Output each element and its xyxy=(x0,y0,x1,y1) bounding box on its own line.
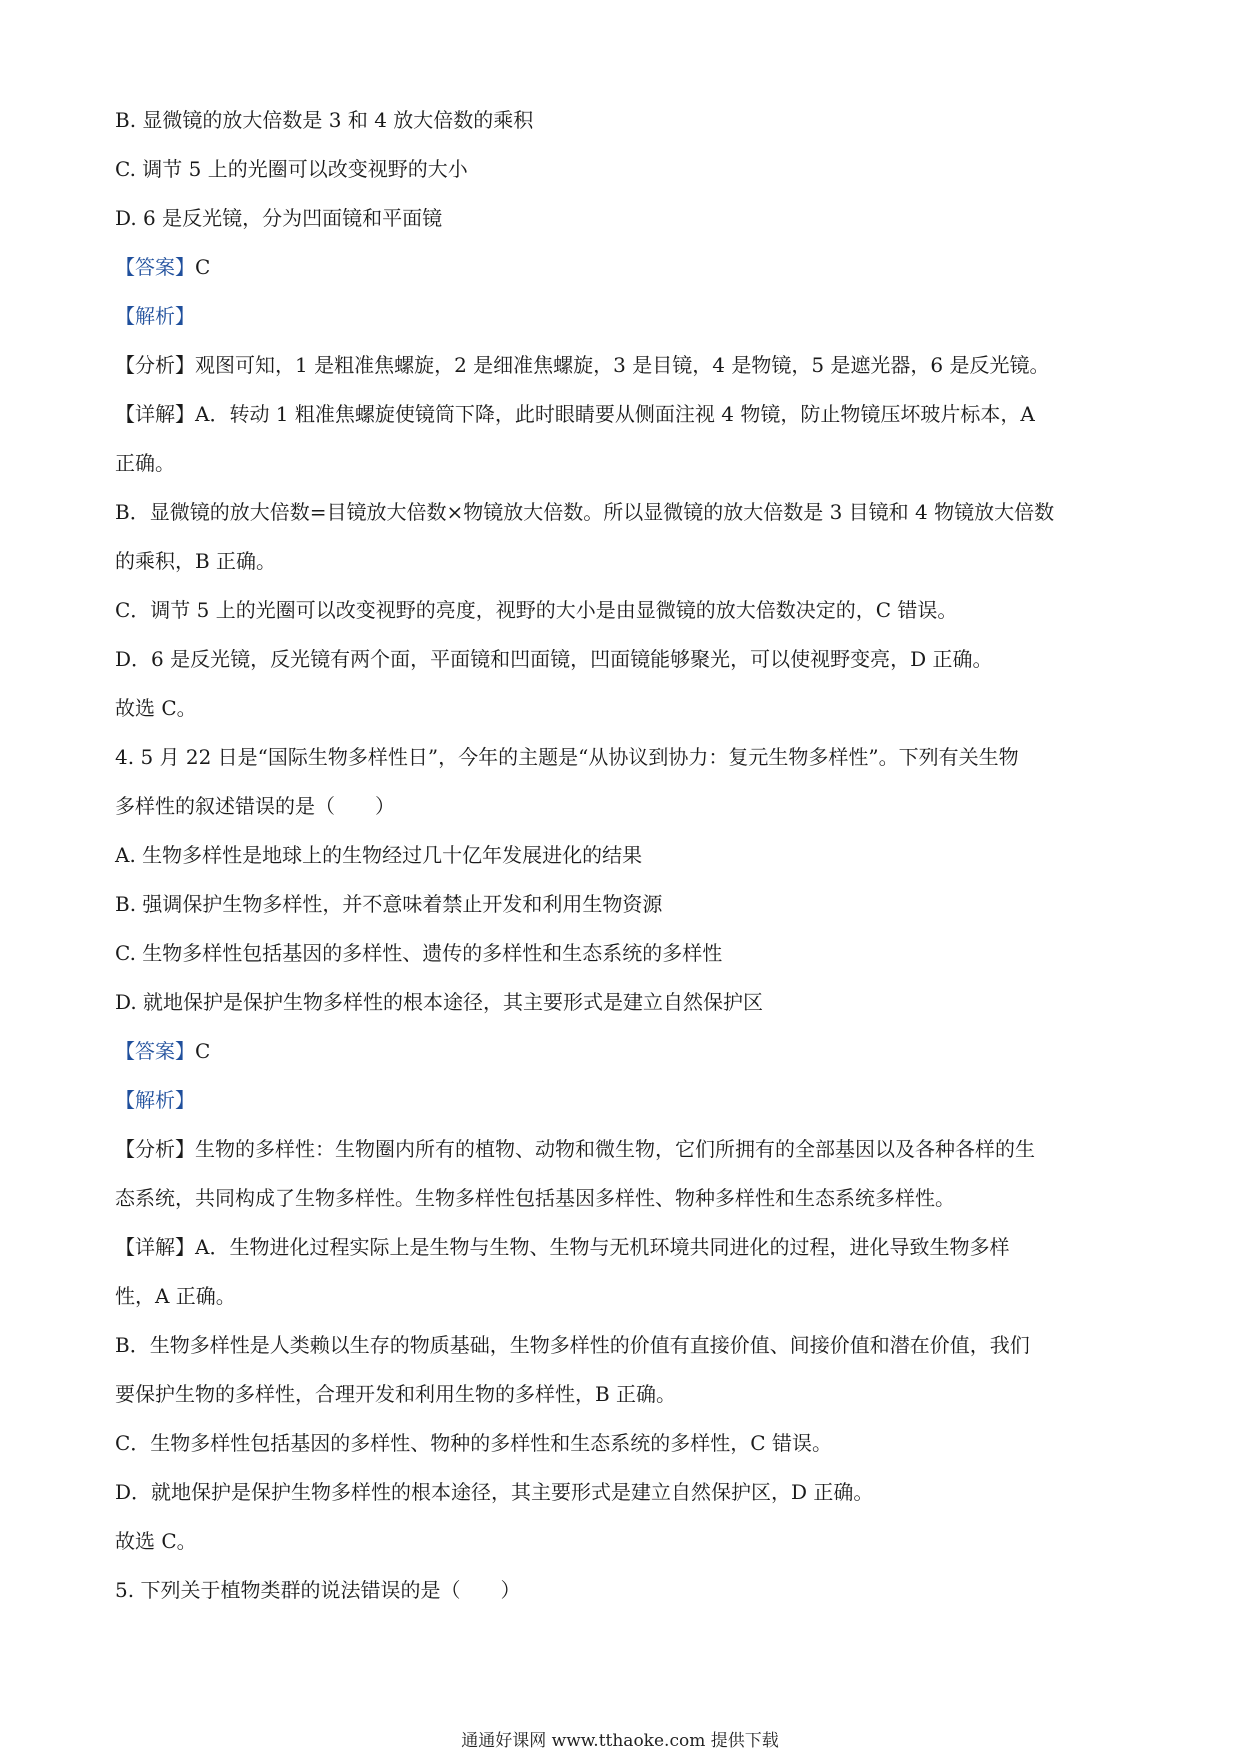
fenxi-text: 观图可知，1 是粗准焦螺旋，2 是细准焦螺旋，3 是目镜，4 是物镜，5 是遮光器，6 是反光镜。 xyxy=(195,353,1050,377)
fenxi-text: 生物的多样性：生物圈内所有的植物、动物和微生物，它们所拥有的全部基因以及各种各样的生 xyxy=(195,1137,1035,1161)
q4-xiangjie-a xyxy=(115,1223,1135,1272)
q4-option-d: D. 就地保护是保护生物多样性的根本途径，其主要形式是建立自然保护区 xyxy=(115,990,764,1014)
q3-xiangjie-b-cont: 的乘积，B 正确。 xyxy=(115,549,277,573)
xiangjie-tag: 【详解】 xyxy=(115,1235,195,1259)
q4-analysis-heading xyxy=(115,1076,1135,1125)
q4-answer xyxy=(115,1027,1135,1076)
q4-fenxi-cont: 态系统，共同构成了生物多样性。生物多样性包括基因多样性、物种多样性和生态系统多样性。 xyxy=(115,1186,955,1210)
q4-xiangjie-b: B．生物多样性是人类赖以生存的物质基础，生物多样性的价值有直接价值、间接价值和潜在价值，我们 xyxy=(115,1333,1030,1357)
q3-option-d: D. 6 是反光镜，分为凹面镜和平面镜 xyxy=(115,206,443,230)
q5-stem: 5. 下列关于植物类群的说法错误的是（ ） xyxy=(115,1578,521,1602)
answer-tag: 【答案】 xyxy=(115,1039,195,1063)
q3-xiangjie-a-cont: 正确。 xyxy=(115,451,175,475)
q4-xiangjie-a-cont: 性，A 正确。 xyxy=(115,1284,236,1308)
q3-xiangjie-d: D．6 是反光镜，反光镜有两个面，平面镜和凹面镜，凹面镜能够聚光，可以使视野变亮，D 正确。 xyxy=(115,647,993,671)
q3-conclusion: 故选 C。 xyxy=(115,696,197,720)
q3-answer xyxy=(115,243,1135,292)
analysis-tag: 【解析】 xyxy=(115,304,195,328)
q3-xiangjie-c: C．调节 5 上的光圈可以改变视野的亮度，视野的大小是由显微镜的放大倍数决定的，C 错误。 xyxy=(115,598,958,622)
q4-option-b: B. 强调保护生物多样性，并不意味着禁止开发和利用生物资源 xyxy=(115,892,663,916)
q3-xiangjie-b: B．显微镜的放大倍数=目镜放大倍数×物镜放大倍数。所以显微镜的放大倍数是 3 目镜和 4 物镜放大倍数 xyxy=(115,500,1055,524)
q4-stem-cont: 多样性的叙述错误的是（ ） xyxy=(115,794,395,818)
answer-value: C xyxy=(195,1039,211,1063)
page-footer: 通通好课网 www.tthaoke.com 提供下载 xyxy=(461,1731,779,1751)
q3-option-b: B. 显微镜的放大倍数是 3 和 4 放大倍数的乘积 xyxy=(115,108,534,132)
xiangjie-text: A．转动 1 粗准焦螺旋使镜筒下降，此时眼睛要从侧面注视 4 物镜，防止物镜压坏玻片标本，A xyxy=(195,402,1035,426)
q4-xiangjie-c: C．生物多样性包括基因的多样性、物种的多样性和生态系统的多样性，C 错误。 xyxy=(115,1431,832,1455)
document-body xyxy=(115,96,1135,1615)
q4-conclusion: 故选 C。 xyxy=(115,1529,197,1553)
q3-analysis-heading xyxy=(115,292,1135,341)
fenxi-tag: 【分析】 xyxy=(115,353,195,377)
q4-stem: 4. 5 月 22 日是“国际生物多样性日”，今年的主题是“从协议到协力：复元生物多样性”。下列有关生物 xyxy=(115,745,1019,769)
q4-option-a: A. 生物多样性是地球上的生物经过几十亿年发展进化的结果 xyxy=(115,843,643,867)
q3-fenxi xyxy=(115,341,1135,390)
q4-fenxi xyxy=(115,1125,1135,1174)
fenxi-tag: 【分析】 xyxy=(115,1137,195,1161)
analysis-tag: 【解析】 xyxy=(115,1088,195,1112)
answer-value: C xyxy=(195,255,211,279)
xiangjie-text: A．生物进化过程实际上是生物与生物、生物与无机环境共同进化的过程，进化导致生物多样 xyxy=(195,1235,1010,1259)
xiangjie-tag: 【详解】 xyxy=(115,402,195,426)
q4-xiangjie-d: D．就地保护是保护生物多样性的根本途径，其主要形式是建立自然保护区，D 正确。 xyxy=(115,1480,874,1504)
q3-option-c: C. 调节 5 上的光圈可以改变视野的大小 xyxy=(115,157,468,181)
q3-xiangjie-a xyxy=(115,390,1135,439)
q4-option-c: C. 生物多样性包括基因的多样性、遗传的多样性和生态系统的多样性 xyxy=(115,941,723,965)
answer-tag: 【答案】 xyxy=(115,255,195,279)
q4-xiangjie-b-cont: 要保护生物的多样性，合理开发和利用生物的多样性，B 正确。 xyxy=(115,1382,677,1406)
